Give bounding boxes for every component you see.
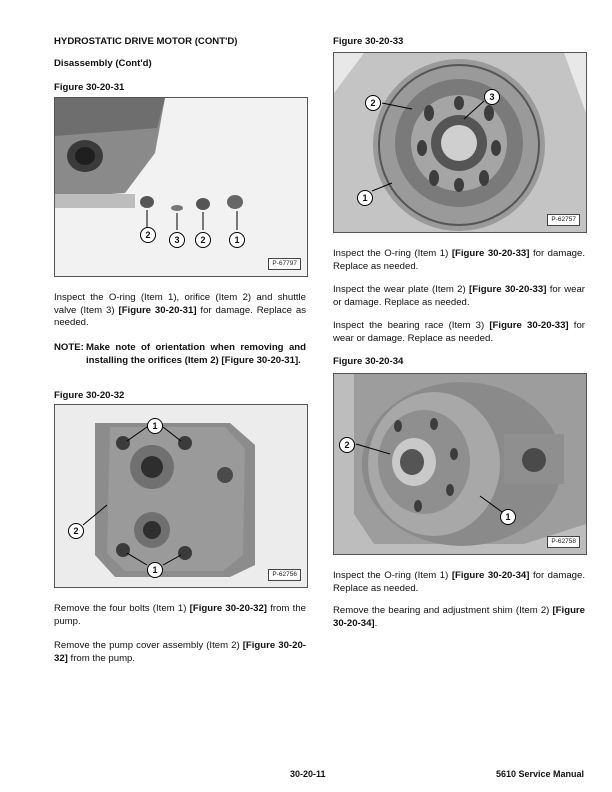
callout-1: 1 — [500, 509, 516, 525]
text: Inspect the O-ring (Item 1) — [333, 248, 452, 259]
photo-code: P-62756 — [268, 569, 301, 581]
note-label: NOTE: — [54, 342, 84, 353]
paragraph — [54, 603, 306, 628]
photo-image — [55, 405, 307, 587]
text: from the pump. — [67, 652, 136, 664]
figure-caption: Figure 30-20-32 — [54, 390, 125, 401]
paragraph — [333, 570, 585, 595]
figure-caption: Figure 30-20-33 — [333, 36, 404, 47]
callout-1: 1 — [147, 418, 163, 434]
figure-30-20-32-photo — [54, 404, 308, 588]
figure-reference: [Figure 30-20-34] — [451, 570, 530, 581]
paragraph — [333, 320, 585, 345]
callout-1: 1 — [147, 562, 163, 578]
callout-2: 2 — [68, 523, 84, 539]
text: Remove the pump cover assembly (Item 2) — [54, 640, 243, 651]
text: for wear or damage. Replace as needed. — [333, 320, 585, 344]
paragraph — [54, 292, 306, 330]
figure-30-20-34-photo — [333, 373, 587, 555]
text: for wear or damage. Replace as needed. — [333, 284, 585, 308]
figure-reference: [Figure 30-20-33] — [451, 248, 530, 259]
figure-reference: [Figure 30-20-32] — [189, 603, 267, 614]
paragraph — [54, 640, 306, 665]
text: for damage. Replace as needed. — [333, 570, 585, 594]
figure-reference: [Figure 30-20-34] — [333, 605, 585, 629]
photo-image — [334, 53, 586, 232]
figure-caption: Figure 30-20-34 — [333, 356, 404, 367]
figure-reference: [Figure 30-20-32] — [54, 640, 306, 664]
photo-code: P-67797 — [268, 258, 301, 270]
figure-caption: Figure 30-20-31 — [54, 82, 125, 93]
photo-code: P-62757 — [547, 214, 580, 226]
figure-30-20-33-photo — [333, 52, 587, 233]
callout-3: 3 — [169, 232, 185, 248]
callout-2: 2 — [140, 227, 156, 243]
paragraph — [333, 248, 585, 273]
text: for damage. Replace as needed. — [54, 304, 306, 328]
figure-30-20-31-photo — [54, 97, 308, 277]
callout-1: 1 — [357, 190, 373, 206]
figure-reference: [Figure 30-20-33] — [489, 320, 569, 331]
text: Inspect the O-ring (Item 1) — [333, 570, 452, 581]
photo-image — [334, 374, 586, 554]
section-title: HYDROSTATIC DRIVE MOTOR (CONT'D) — [54, 36, 238, 47]
callout-2: 2 — [339, 437, 355, 453]
page-number: 30-20-11 — [290, 769, 326, 779]
photo-image — [55, 98, 307, 276]
text: Inspect the wear plate (Item 2) — [333, 284, 470, 295]
callout-2: 2 — [195, 232, 211, 248]
text: Remove the bearing and adjustment shim (Item 2) — [333, 605, 553, 616]
subsection-title: Disassembly (Cont'd) — [54, 58, 152, 69]
text: for damage. Replace as needed. — [333, 248, 585, 272]
callout-3: 3 — [484, 89, 500, 105]
manual-title: 5610 Service Manual — [495, 769, 584, 779]
paragraph — [333, 605, 585, 630]
text: Inspect the O-ring (Item 1), orifice (Item 2) and shuttle valve (Item 3) — [54, 292, 306, 316]
note-text: Make note of orientation when removing and installing the orifices (Item 2) [Figure 30-20-31]. — [86, 342, 306, 366]
figure-reference: [Figure 30-20-33] — [469, 284, 547, 295]
callout-1: 1 — [229, 232, 245, 248]
callout-2: 2 — [365, 95, 381, 111]
text: . — [374, 617, 378, 629]
photo-code: P-62758 — [547, 536, 580, 548]
text: Inspect the bearing race (Item 3) — [333, 320, 490, 331]
text: from the pump. — [54, 603, 306, 627]
figure-reference: [Figure 30-20-31] — [118, 304, 197, 316]
paragraph — [333, 284, 585, 309]
text: Remove the four bolts (Item 1) — [54, 603, 190, 614]
